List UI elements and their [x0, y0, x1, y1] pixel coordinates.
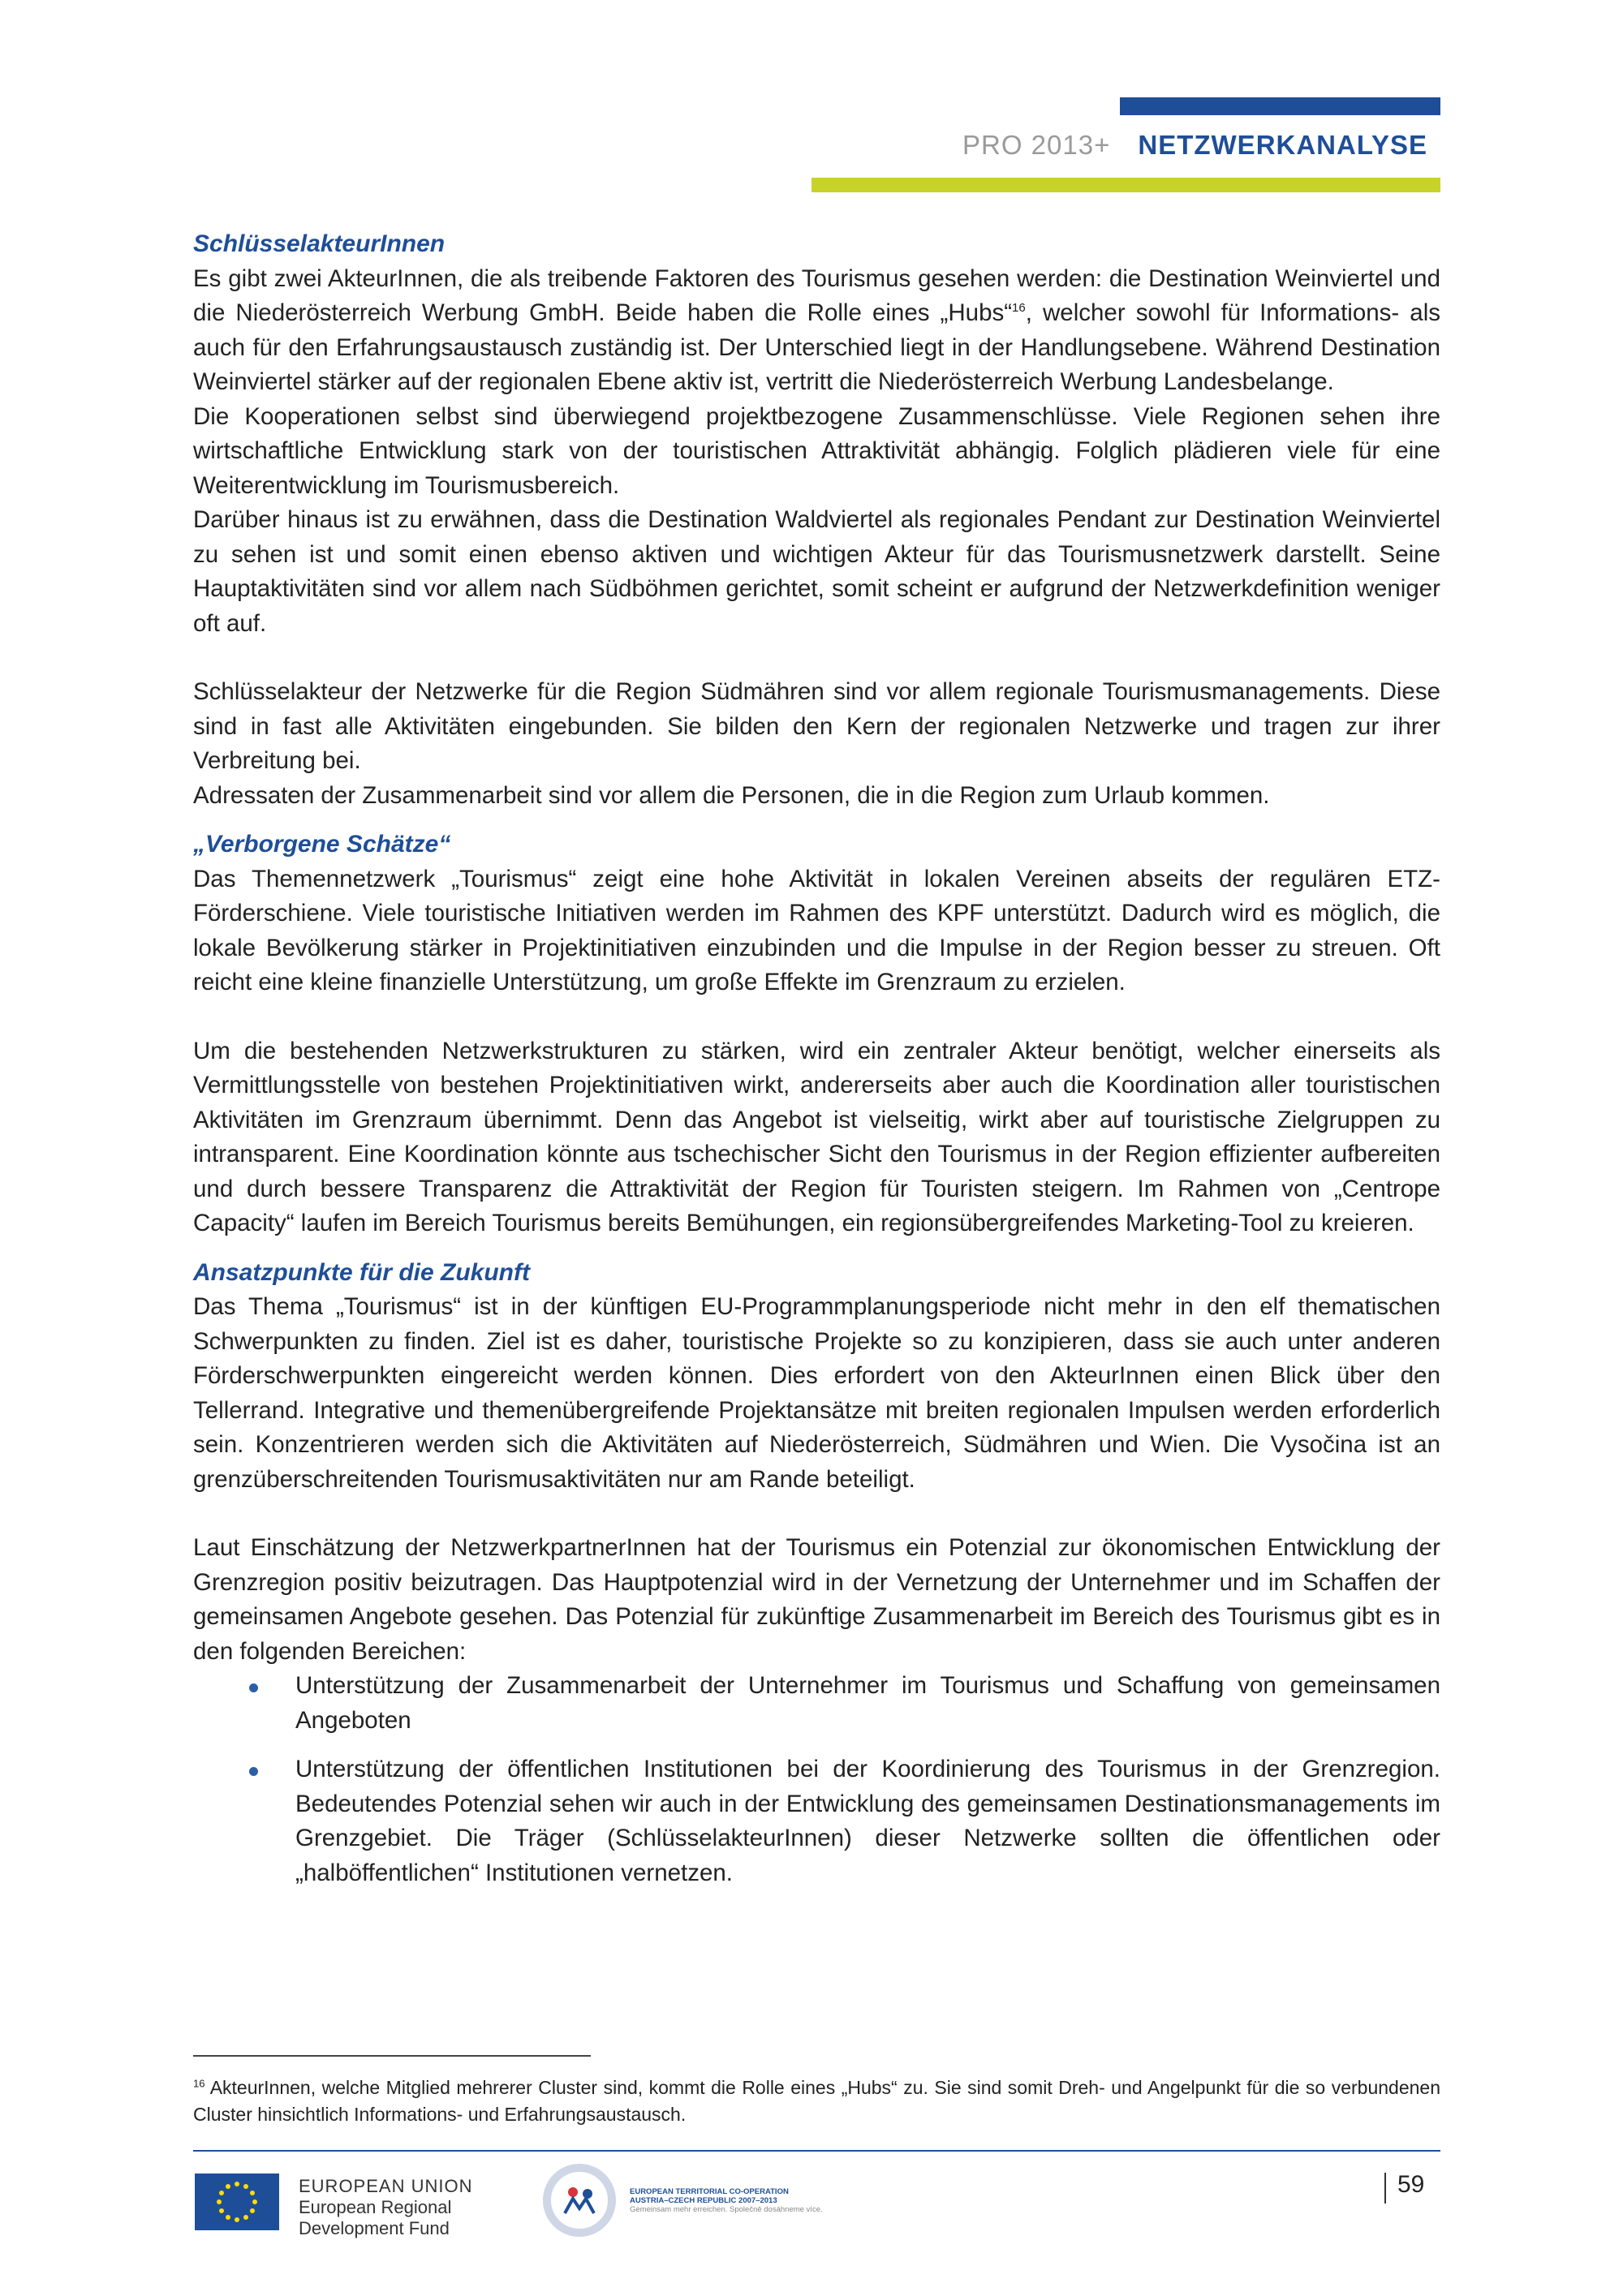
list-item-text: Unterstützung der Zusammenarbeit der Unternehmer im Tourismus und Schaffung von gemeinsamen Angeboten: [295, 1672, 1440, 1734]
eu-logo-text: EUROPEAN UNION European Regional Development Fund: [299, 2176, 473, 2238]
list-item-text: Unterstützung der öffentlichen Institutionen bei der Koordinierung des Tourismus in der Grenzregion. Bedeutendes Potenzial sehen wir auch in der Entwicklung des gemeinsamen Destinationsmanagements im Grenzgebiet. Die Träger (SchlüsselakteurInnen) dieser Netzwerke sollten die öffentlichen oder „halböffentlichen“ Institutionen vernetzen.: [295, 1756, 1440, 1886]
crossborder-cooperation-logo-icon: [540, 2161, 618, 2239]
page-number-divider: [1384, 2173, 1386, 2204]
paragraph: Die Kooperationen selbst sind überwiegend projektbezogene Zusammenschlüsse. Viele Regionen sehen ihre wirtschaftliche Entwicklung stark von der touristischen Attraktivität abhängig. Folglich plädieren viele für eine Weiterentwicklung im Tourismusbereich.: [193, 402, 1440, 499]
paragraph: Das Thema „Tourismus“ ist in der künftigen EU-Programmplanungsperiode nicht mehr in den elf thematischen Schwerpunkten zu finden. Ziel ist es daher, touristische Projekte so zu konzipieren, dass sie auch unter anderen Förderschwerpunkten eingereicht werden können. Dies erfordert von den AkteurInnen einen Blick über den Tellerrand. Integrative und themenübergreifende Projektansätze mit breiten regionalen Impulsen werden erforderlich sein. Konzentrieren werden sich die Aktivitäten auf Niederösterreich, Südmähren und Wien. Die Vysočina ist an grenzüberschreitenden Tourismusaktivitäten nur am Rande beteiligt.: [193, 1293, 1440, 1493]
footer-rule: [193, 2150, 1440, 2152]
eu-flag-icon: [195, 2173, 279, 2230]
paragraph: Darüber hinaus ist zu erwähnen, dass die Destination Waldviertel als regionales Pendant zur Destination Weinviertel zu sehen ist und somit einen ebenso aktiven und wichtigen Akteur für das Tourismusnetzwerk darstellt. Seine Hauptaktivitäten sind vor allem nach Südböhmen gerichtet, somit scheint er aufgrund der Netzwerkdefinition weniger oft auf.: [193, 506, 1440, 637]
footnote-number: 16: [193, 2077, 205, 2090]
paragraph: Adressaten der Zusammenarbeit sind vor allem die Personen, die in die Region zum Urlaub kommen.: [193, 781, 1270, 809]
header-green-bar: [812, 178, 1440, 192]
footnote-separator: [193, 2055, 591, 2057]
heading-schluesselakteure: SchlüsselakteurInnen: [193, 230, 446, 257]
header-pro-label: PRO 2013+: [962, 130, 1111, 160]
header-blue-bar: [1120, 97, 1440, 115]
footnote-ref[interactable]: 16: [1012, 301, 1026, 316]
paragraph: Es gibt zwei AkteurInnen, die als treibende Faktoren des Tourismus gesehen werden: die Destination Weinviertel und die Niederösterreich Werbung GmbH. Beide haben die Rolle eines „Hubs“$^{16}$, welcher sowohl für Informations- als auch für den Erfahrungsaustausch zuständig ist. Der Unterschied liegt in der Handlungsebene. Während Destination Weinviertel stärker auf der regionalen Ebene aktiv ist, vertritt die Niederösterreich Werbung Landesbelange.: [193, 264, 1440, 395]
footnote: [193, 2075, 1440, 2128]
paragraph: Schlüsselakteur der Netzwerke für die Region Südmähren sind vor allem regionale Tourismusmanagements. Diese sind in fast alle Aktivitäten eingebunden. Sie bilden den Kern der regionalen Netzwerke und tragen zur ihrer Verbreitung bei.: [193, 678, 1440, 774]
heading-ansatzpunkte: Ansatzpunkte für die Zukunft: [193, 1258, 530, 1286]
bullet-list: [193, 1669, 1440, 1890]
paragraph: Um die bestehenden Netzwerkstrukturen zu stärken, wird ein zentraler Akteur benötigt, welcher einerseits als Vermittlungsstelle von bestehen Projektinitiativen wirkt, andererseits aber auch die Koordination aller touristischen Aktivitäten im Grenzraum übernimmt. Denn das Angebot ist vielseitig, wirkt aber auf touristische Zielgruppen zu intransparent. Eine Koordination könnte aus tschechischer Sicht den Tourismus in der Region effizienter aufbereiten und durch bessere Transparenz die Attraktivität der Region für Touristen steigern. Im Rahmen von „Centrope Capacity“ laufen im Bereich Tourismus bereits Bemühungen, ein regionsübergreifendes Marketing-Tool zu kreieren.: [193, 1037, 1440, 1236]
page-number: 59: [1397, 2171, 1425, 2198]
footnote-text: AkteurInnen, welche Mitglied mehrerer Cluster sind, kommt die Rolle eines „Hubs“ zu. Sie sind somit Dreh- und Angelpunkt für die so verbundenen Cluster hinsichtlich Informations- und Erfahrungsaustausch.: [193, 2077, 1440, 2125]
bullet-icon: [249, 1767, 258, 1776]
paragraph: Das Themennetzwerk „Tourismus“ zeigt eine hohe Aktivität in lokalen Vereinen abseits der regulären ETZ-Förderschiene. Viele touristische Initiativen werden im Rahmen des KPF unterstützt. Dadurch wird es möglich, die lokale Bevölkerung stärker in Projektinitiativen einzubinden und die Impulse in der Region besser zu streuen. Oft reicht eine kleine finanzielle Unterstützung, um große Effekte im Grenzraum zu erzielen.: [193, 865, 1440, 995]
list-item: [193, 1752, 1440, 1890]
list-item: [193, 1669, 1440, 1738]
etc-logo-text: EUROPEAN TERRITORIAL CO-OPERATION AUSTRIA–CZECH REPUBLIC 2007–2013 Gemeinsam mehr erreichen. Společně dosáhneme více.: [630, 2187, 823, 2214]
header-title: NETZWERKANALYSE: [1138, 130, 1428, 160]
bullet-icon: [249, 1683, 258, 1692]
page-body: [193, 227, 1440, 1905]
running-header: [962, 130, 1427, 161]
paragraph: Laut Einschätzung der NetzwerkpartnerInnen hat der Tourismus ein Potenzial zur ökonomischen Entwicklung der Grenzregion positiv beizutragen. Das Hauptpotenzial wird in der Vernetzung der Unternehmer und im Schaffen der gemeinsamen Angebote gesehen. Das Potenzial für zukünftige Zusammenarbeit im Bereich des Tourismus gibt es in den folgenden Bereichen:: [193, 1534, 1440, 1665]
heading-verborgene-schaetze: „Verborgene Schätze“: [193, 831, 451, 858]
